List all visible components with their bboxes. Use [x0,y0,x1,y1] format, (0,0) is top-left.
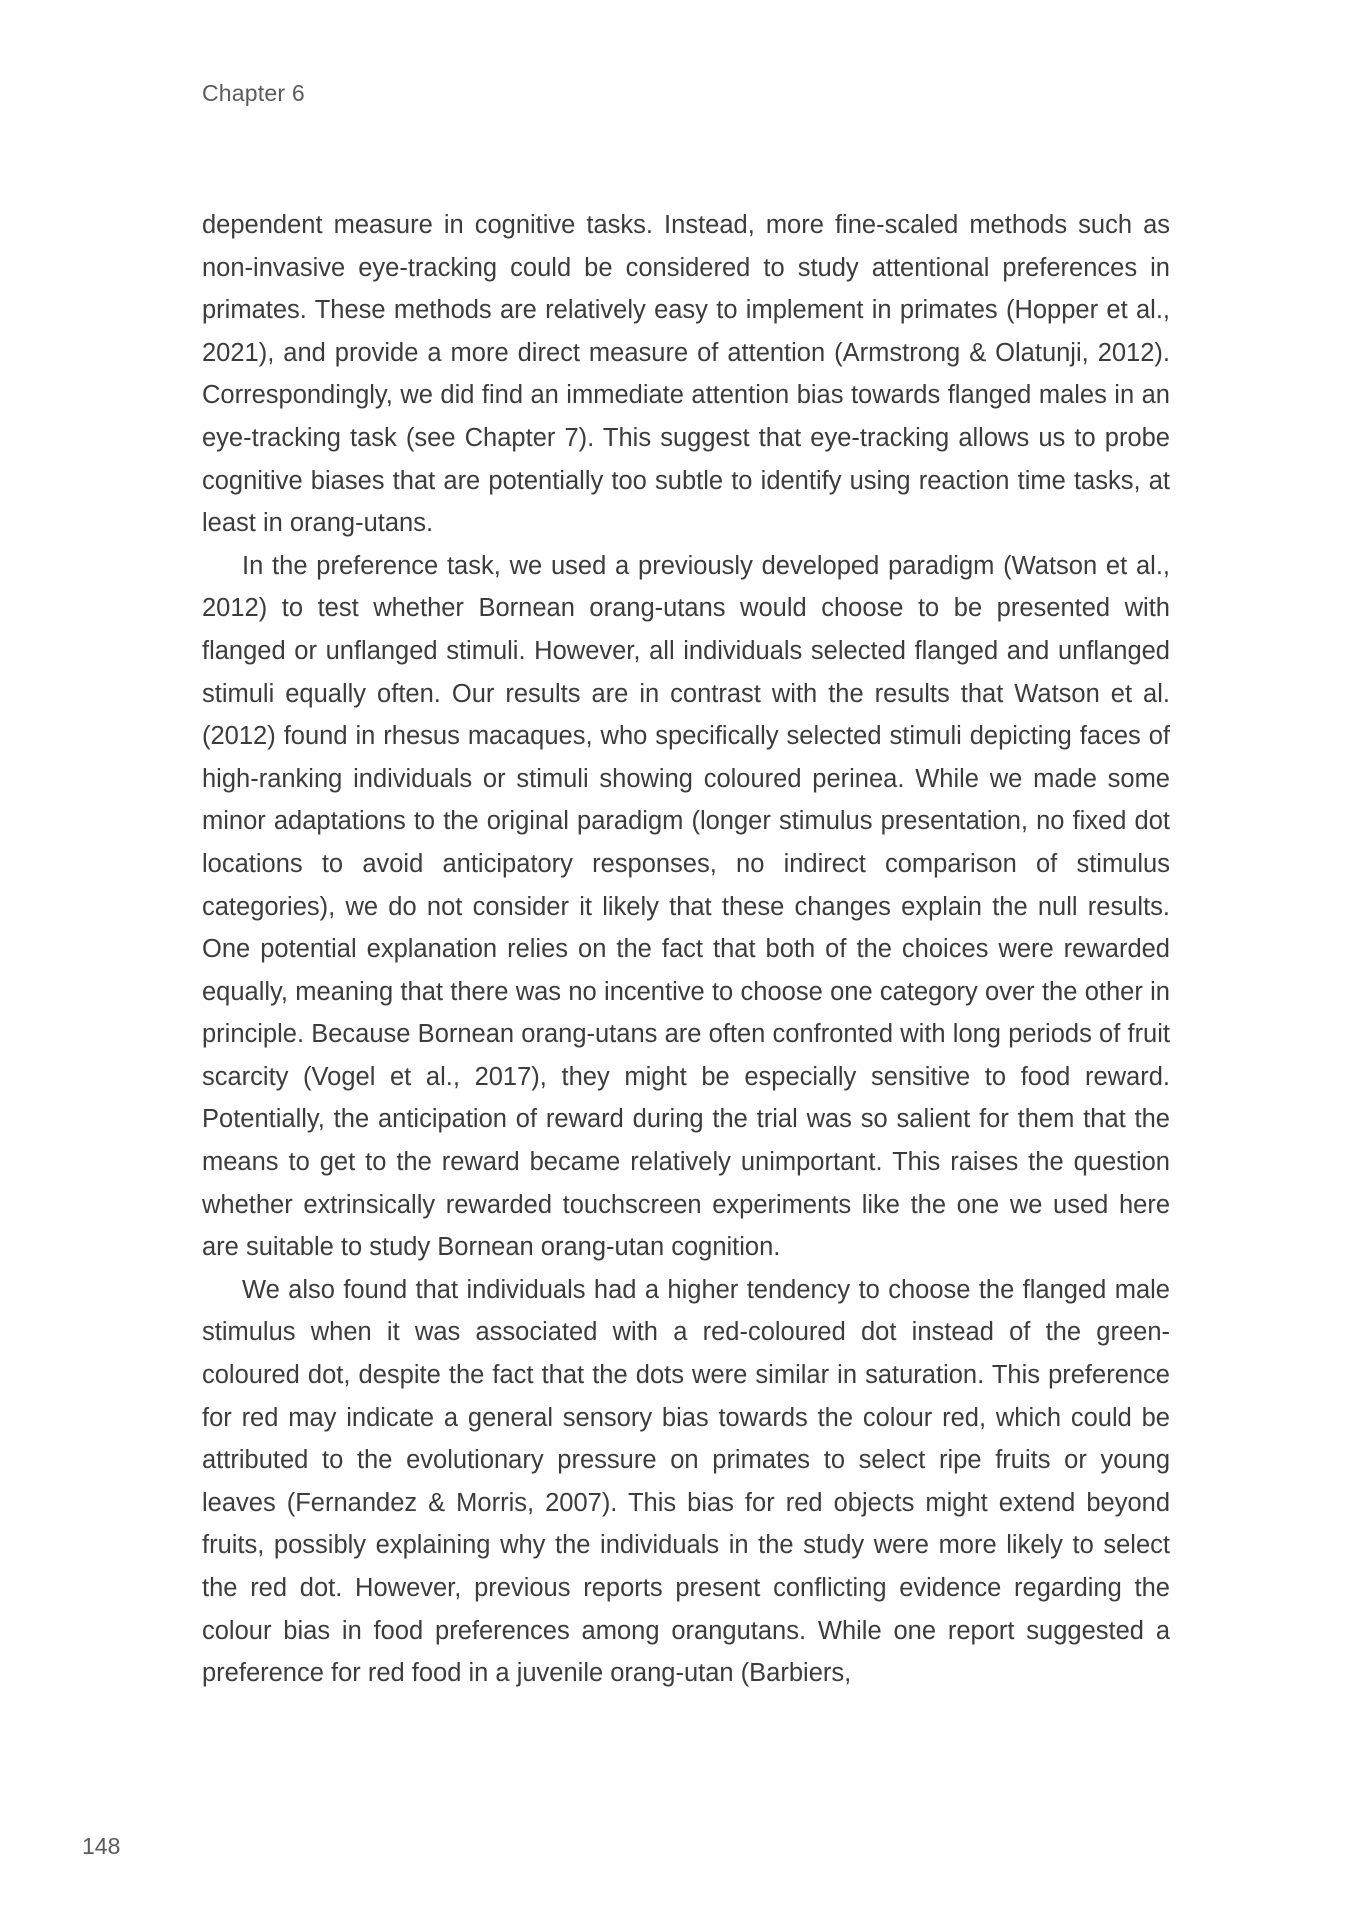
paragraph: In the preference task, we used a previously developed paradigm (Watson et al., 2012) to test whether Bornean orang-utans would choose to be presented with flanged or unflanged stimuli. However, all individuals selected flanged and unflanged stimuli equally often. Our results are in contrast with the results that Watson et al. (2012) found in rhesus macaques, who specifically selected stimuli depicting faces of high-ranking individuals or stimuli showing coloured perinea. While we made some minor adaptations to the original paradigm (longer stimulus presentation, no fixed dot locations to avoid anticipatory responses, no indirect comparison of stimulus categories), we do not consider it likely that these changes explain the null results. One potential explanation relies on the fact that both of the choices were rewarded equally, meaning that there was no incentive to choose one category over the other in principle. Because Bornean orang-utans are often confronted with long periods of fruit scarcity (Vogel et al., 2017), they might be especially sensitive to food reward. Potentially, the anticipation of reward during the trial was so salient for them that the means to get to the reward became relatively unimportant. This raises the question whether extrinsically rewarded touchscreen experiments like the one we used here are suitable to study Bornean orang-utan cognition. [202,551,1170,1262]
paragraph: We also found that individuals had a higher tendency to choose the flanged male stimulus when it was associated with a red-coloured dot instead of the green-coloured dot, despite the fact that the dots were similar in saturation. This preference for red may indicate a general sensory bias towards the colour red, which could be attributed to the evolutionary pressure on primates to select ripe fruits or young leaves (Fernandez & Morris, 2007). This bias for red objects might extend beyond fruits, possibly explaining why the individuals in the study were more likely to select the red dot. However, previous reports present conflicting evidence regarding the colour bias in food preferences among orangutans. While one report suggested a preference for red food in a juvenile orang-utan (Barbiers, [202,1275,1170,1688]
paragraph: dependent measure in cognitive tasks. Instead, more fine-scaled methods such as non-invasive eye-tracking could be considered to study attentional preferences in primates. These methods are relatively easy to implement in primates (Hopper et al., 2021), and provide a more direct measure of attention (Armstrong & Olatunji, 2012). Correspondingly, we did find an immediate attention bias towards flanged males in an eye-tracking task (see Chapter 7). This suggest that eye-tracking allows us to probe cognitive biases that are potentially too subtle to identify using reaction time tasks, at least in orang-utans. [202,211,1170,538]
page-number: 148 [82,1833,121,1859]
running-header: Chapter 6 [202,80,305,106]
body-text [202,204,1170,1695]
